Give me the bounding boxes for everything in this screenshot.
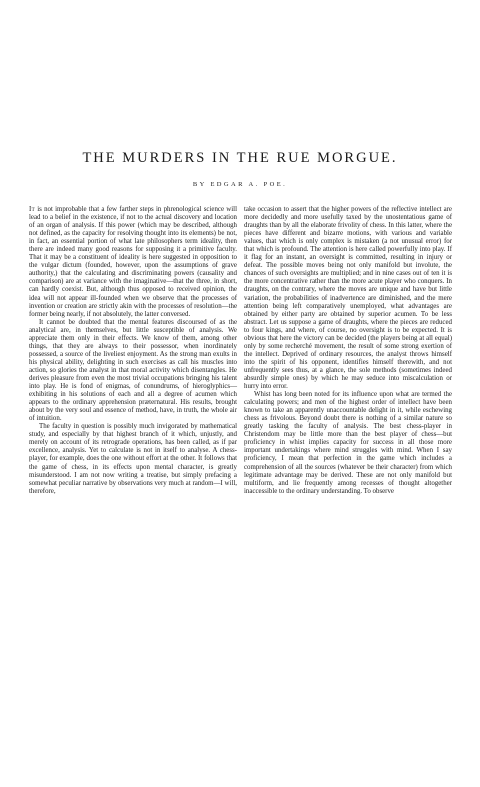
paragraph: It cannot be doubted that the mental features discoursed of as the analytical are, in themselves, but little susceptible of analysis. We appreciate them only in their effects. We know of them, among other things, that they are always to their possessor, when inordinately possessed, a source of the liveliest enjoyment. As the strong man exults in his physical ability, delighting in such exercises as call his muscles into action, so glories the analyst in that moral activity which disentangles. He derives pleasure from even the most trivial occupations bringing his talent into play. He is fond of enigmas, of conundrums, of hieroglyphics—exhibiting in his solutions of each and all a degree of acumen which appears to the ordinary apprehension præternatural. His results, brought about by the very soul and essence of method, have, in truth, the whole air of intuition. <box>29 318 237 423</box>
drop-lead: It <box>29 206 35 213</box>
paragraph: take occasion to assert that the higher powers of the reflective intellect are more decidedly and more usefully taxed by the unostentatious game of draughts than by all the elaborate frivolity of chess. In this latter, where the pieces have different and bizarre motions, with various and variable values, that which is only complex is mistaken (a not unusual error) for that which is profound. The attention is here called powerfully into play. If it flag for an instant, an oversight is committed, resulting in injury or defeat. The possible moves being not only manifold but involute, the chances of such oversights are multiplied; and in nine cases out of ten it is the more concentrative rather than the more acute player who conquers. In draughts, on the contrary, where the moves are unique and have but little variation, the probabilities of inadvertence are diminished, and the mere attention being left comparatively unemployed, what advantages are obtained by either party are obtained by superior acumen. To be less abstract. Let us suppose a game of draughts, where the pieces are reduced to four kings, and where, of course, no oversight is to be expected. It is obvious that here the victory can be decided (the players being at all equal) only by some recherché movement, the result of some strong exertion of the intellect. Deprived of ordinary resources, the analyst throws himself into the spirit of his opponent, identifies himself therewith, and not unfrequently sees thus, at a glance, the sole methods (sometimes indeed absurdly simple ones) by which he may seduce into miscalculation or hurry into error. <box>244 206 452 391</box>
paragraph <box>29 206 237 319</box>
right-column <box>244 206 452 496</box>
paragraph: The faculty in question is possibly much invigorated by mathematical study, and especially by that highest branch of it which, unjustly, and merely on account of its retrograde operations, has been called, as if par excellence, analysis. Yet to calculate is not in itself to analyse. A chess-player, for example, does the one without effort at the other. It follows that the game of chess, in its effects upon mental character, is greatly misunderstood. I am not now writing a treatise, but simply prefacing a somewhat peculiar narrative by observations very much at random—I will, therefore, <box>29 423 237 495</box>
article-byline: BY EDGAR A. POE. <box>192 181 288 188</box>
paragraph: Whist has long been noted for its influence upon what are termed the calculating powers; and men of the highest order of intellect have been known to take an apparently unaccountable delight in it, while eschewing chess as frivolous. Beyond doubt there is nothing of a similar nature so greatly tasking the faculty of analysis. The best chess-player in Christendom may be little more than the best player of chess—but proficiency in whist implies capacity for success in all those more important undertakings where mind struggles with mind. When I say proficiency, I mean that perfection in the game which includes a comprehension of all the sources (whatever be their character) from which legitimate advantage may be derived. These are not only manifold but multiform, and lie frequently among recesses of thought altogether inaccessible to the ordinary understanding. To observe <box>244 391 452 495</box>
left-column <box>29 206 237 496</box>
paragraph-text: is not improbable that a few farther steps in phrenological science will lead to a belief in the existence, if not to the actual discovery and location of an organ of analysis. If this power (which may be described, although not defined, as the capacity for resolving thought into its elements) be not, in fact, an essential portion of what late philosophers term ideality, then there are indeed many good reasons for supposing it a primitive faculty. That it may be a constituent of ideality is here suggested in opposition to the vulgar dictum (founded, however, upon the assumptions of grave authority,) that the calculating and discriminating powers (causality and comparison) are at variance with the imaginative—that the three, in short, can hardly coexist. But, although thus opposed to received opinion, the idea will not appear ill-founded when we observe that the processes of invention or creation are strictly akin with the processes of resolution—the former being nearly, if not absolutely, the latter conversed. <box>29 206 237 318</box>
article-title: THE MURDERS IN THE RUE MORGUE. <box>82 150 398 166</box>
